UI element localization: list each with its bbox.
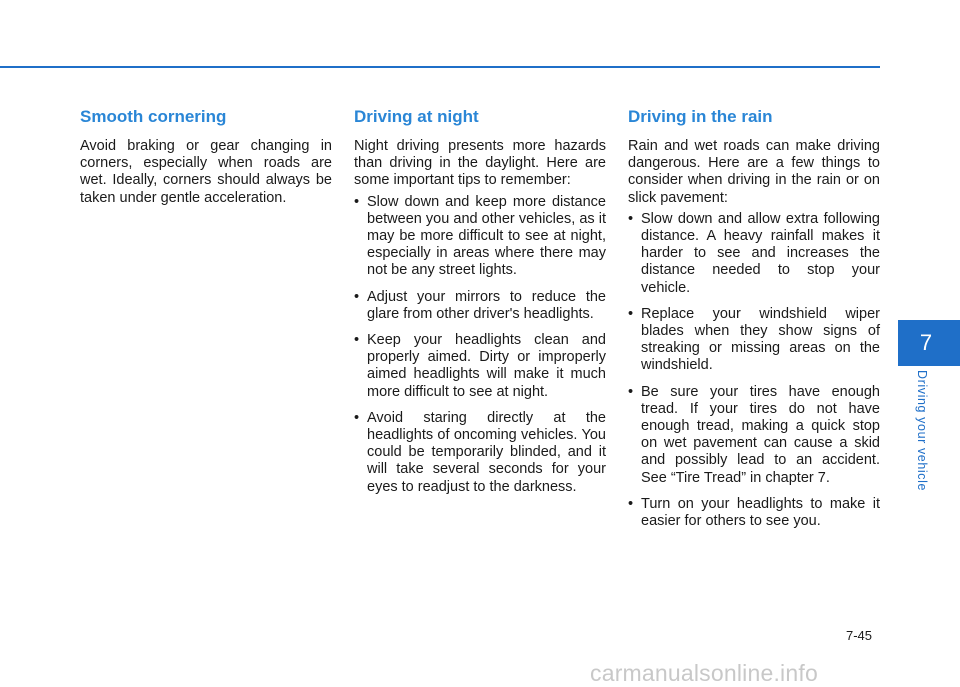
bullet-icon: • [354, 288, 360, 305]
list-item [628, 211, 880, 297]
tips-list [354, 194, 606, 496]
list-item [354, 332, 606, 401]
section-paragraph: Avoid braking or gear changing in corners, especially when roads are wet. Ideally, corners should always be taken under gentle acceleration. [80, 138, 332, 206]
list-item-text: Keep your headlights clean and properly aimed. Dirty or improperly aimed headlights will make it much more difficult to see at night. [367, 332, 606, 400]
bullet-icon: • [354, 409, 360, 426]
header-rule [0, 66, 880, 68]
bullet-icon: • [628, 305, 634, 322]
bullet-icon: • [354, 332, 360, 349]
chapter-tab [898, 320, 960, 366]
bullet-icon: • [628, 495, 634, 512]
section-title: Driving in the rain [628, 107, 773, 126]
bullet-icon: • [628, 210, 634, 227]
section-title: Driving at night [354, 107, 479, 126]
list-item-text: Turn on your headlights to make it easier for others to see you. [641, 495, 880, 530]
page-number: 7-45 [846, 628, 873, 643]
section-driving-in-the-rain [628, 106, 880, 539]
section-driving-at-night [354, 106, 606, 505]
section-paragraph: Rain and wet roads can make driving dangerous. Here are a few things to consider when driving in the rain or on slick pavement: [628, 138, 880, 206]
list-item-text: Adjust your mirrors to reduce the glare from other driver's headlights. [367, 288, 606, 322]
list-item-text: Slow down and keep more distance between you and other vehicles, as it may be more difficult to see at night, especially in areas where there may not be any street lights. [367, 193, 606, 279]
list-item [628, 496, 880, 530]
list-item [354, 410, 606, 496]
bullet-icon: • [354, 193, 360, 210]
bullet-icon: • [628, 383, 634, 400]
list-item-text: Slow down and allow extra following distance. A heavy rainfall makes it harder to see and increases the distance needed to stop your vehicle. [641, 210, 880, 296]
section-smooth-cornering [80, 106, 332, 211]
list-item-text: Avoid staring directly at the headlights of oncoming vehicles. You could be temporarily blinded, and it will take several seconds for your eyes to readjust to the darkness. [367, 409, 606, 495]
list-item [354, 289, 606, 323]
list-item [354, 194, 606, 280]
section-title: Smooth cornering [80, 107, 227, 126]
section-paragraph: Night driving presents more hazards than driving in the daylight. Here are some important tips to remember: [354, 138, 606, 189]
list-item [628, 306, 880, 375]
list-item [628, 384, 880, 487]
chapter-number: 7 [919, 330, 933, 355]
chapter-label: Driving your vehicle [915, 370, 929, 492]
list-item-text: Be sure your tires have enough tread. If your tires do not have enough tread, making a quick stop on wet pavement can cause a skid and possibly lead to an accident. See “Tire Tread” in chapter 7. [641, 383, 880, 486]
list-item-text: Replace your windshield wiper blades when they show signs of streaking or missing areas on the windshield. [641, 305, 880, 374]
tips-list [628, 211, 880, 530]
watermark: carmanualsonline.info [590, 660, 818, 686]
